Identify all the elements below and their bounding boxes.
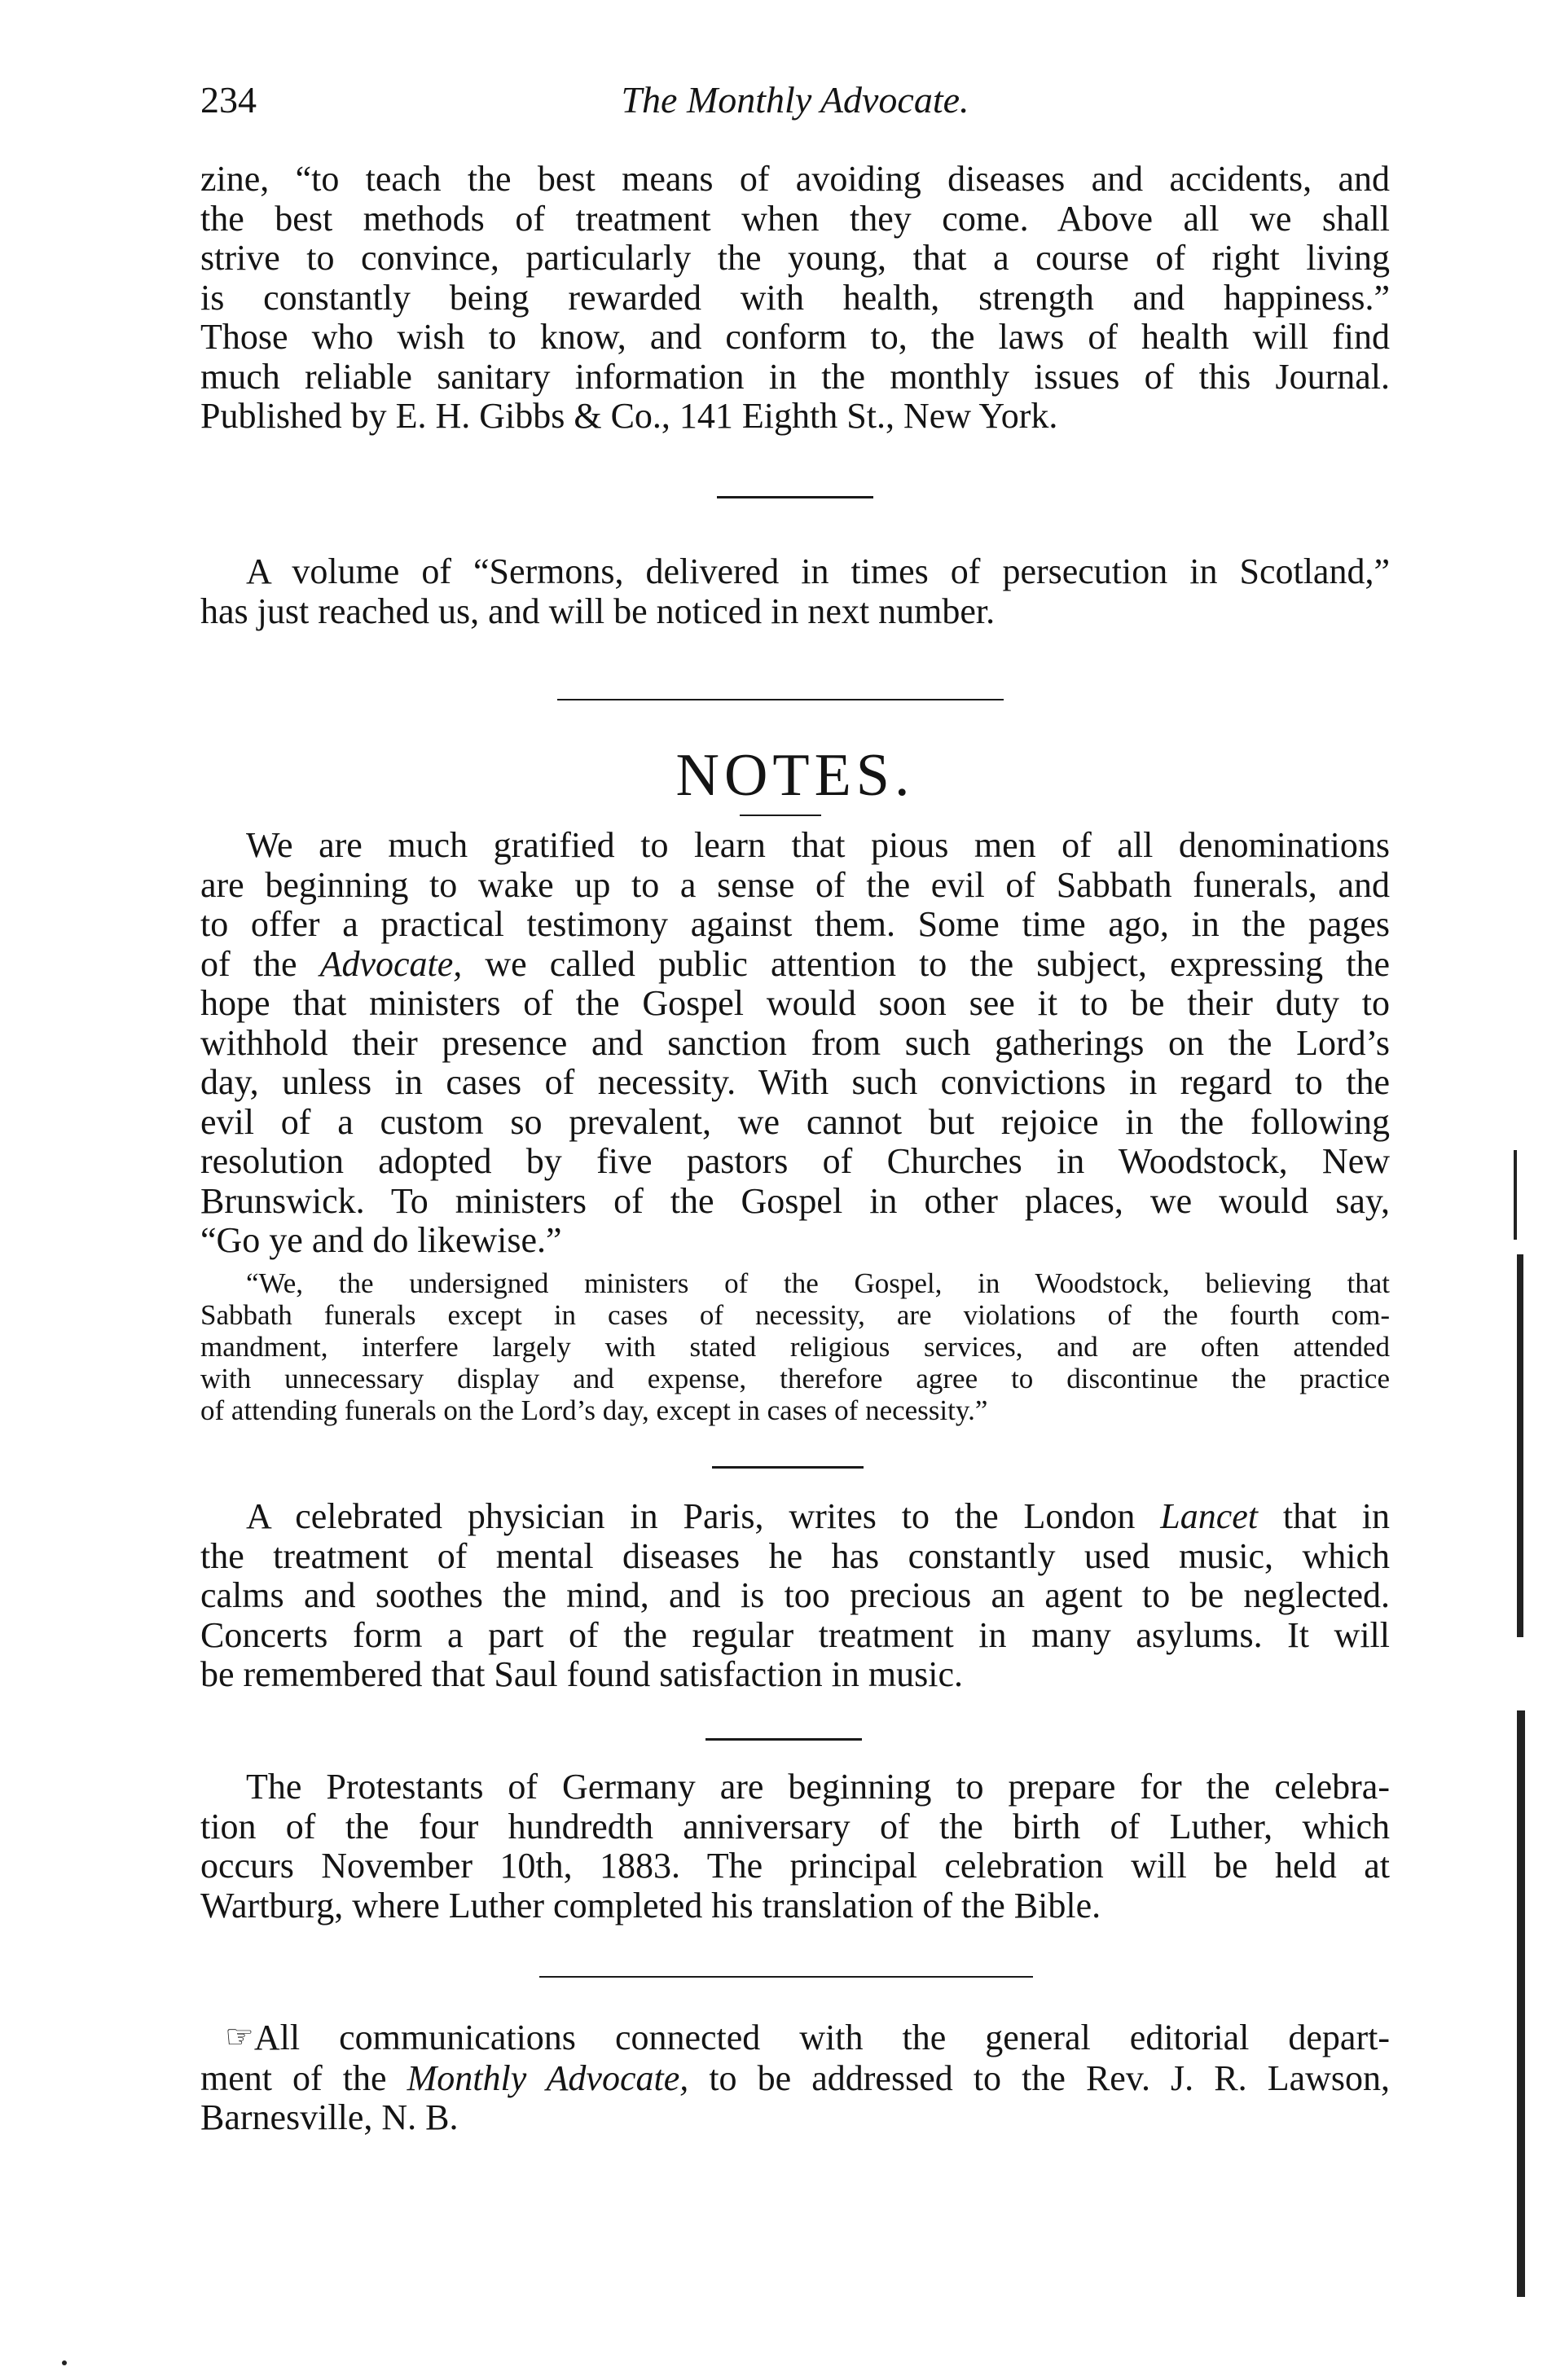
heading-underline: [740, 815, 821, 816]
section-divider: [539, 1976, 1033, 1978]
text-line: Brunswick. To ministers of the Gospel in other places, we would say,: [200, 1180, 1390, 1221]
lancet-title: Lancet: [1160, 1496, 1259, 1536]
text-line: ment of the Monthly Advocate, to be addressed to the Rev. J. R. Lawson,: [200, 2057, 1390, 2098]
scan-artifact: [1517, 1710, 1525, 2297]
paragraph-health-journal: [200, 160, 1390, 437]
monthly-advocate-title: Monthly Advocate,: [407, 2057, 689, 2098]
text-line: zine, “to teach the best means of avoiding diseases and accidents, and: [200, 159, 1390, 199]
text-line: We are much gratified to learn that pious men of all denominations: [246, 825, 1390, 865]
text-line: day, unless in cases of necessity. With such convictions in regard to the: [200, 1062, 1390, 1102]
text-line: the best methods of treatment when they come. Above all we shall: [200, 198, 1390, 239]
scan-artifact: [62, 2360, 67, 2365]
text-line: Concerts form a part of the regular treatment in many asylums. It will: [200, 1614, 1390, 1655]
section-divider: [712, 1466, 864, 1469]
page-number: 234: [200, 79, 257, 121]
text-line: Wartburg, where Luther completed his translation of the Bible.: [200, 1885, 1101, 1926]
text-line: of the Advocate, we called public attention to the subject, expressing the: [200, 943, 1391, 984]
text-line: A volume of “Sermons, delivered in times of persecution in Scotland,”: [246, 551, 1390, 591]
scan-artifact: [1514, 1150, 1517, 1240]
text-line: has just reached us, and will be noticed in next number.: [200, 591, 996, 631]
paragraph-sabbath-funerals: [200, 826, 1390, 1261]
text-line: occurs November 10th, 1883. The principal celebration will be held at: [200, 1846, 1390, 1886]
quote-line: “We, the undersigned ministers of the Gospel, in Woodstock, believing that: [246, 1267, 1390, 1299]
text-line: resolution adopted by five pastors of Churches in Woodstock, New: [200, 1141, 1390, 1181]
notes-heading: NOTES.: [675, 742, 915, 809]
text-line: be remembered that Saul found satisfaction in music.: [200, 1654, 963, 1694]
running-title: The Monthly Advocate.: [621, 79, 969, 121]
paragraph-communications-notice: [200, 2018, 1390, 2138]
pointing-hand-icon: ☞: [225, 2018, 254, 2055]
text-line: much reliable sanitary information in the monthly issues of this Journal.: [200, 356, 1390, 397]
text-line: to offer a practical testimony against them. Some time ago, in the pages: [200, 904, 1390, 944]
text-line: withhold their presence and sanction from such gatherings on the Lord’s: [200, 1022, 1390, 1063]
text-line: “Go ye and do likewise.”: [200, 1220, 562, 1260]
running-head: [200, 78, 1390, 127]
text-line: The Protestants of Germany are beginning to prepare for the celebra-: [246, 1767, 1390, 1807]
quote-line: Sabbath funerals except in cases of necessity, are violations of the fourth com-: [200, 1299, 1390, 1331]
text-line: calms and soothes the mind, and is too precious an agent to be neglected.: [200, 1575, 1390, 1615]
text-line: is constantly being rewarded with health, strength and happiness.”: [200, 277, 1390, 318]
quote-line: of attending funerals on the Lord’s day, except in cases of necessity.”: [200, 1394, 988, 1426]
section-divider: [717, 496, 873, 498]
advocate-title: Advocate,: [319, 943, 463, 984]
paragraph-sermons-volume: [200, 552, 1390, 631]
scan-artifact: [1517, 1254, 1523, 1637]
quote-line: with unnecessary display and expense, therefore agree to discontinue the practice: [200, 1363, 1390, 1394]
text-line: A celebrated physician in Paris, writes to the London Lancet that in: [246, 1496, 1390, 1536]
resolution-quote: [200, 1267, 1390, 1426]
text-line: Those who wish to know, and conform to, the laws of health will find: [200, 317, 1390, 357]
paragraph-luther-anniversary: [200, 1767, 1390, 1926]
text-line: ☞All communications connected with the general editorial depart-: [225, 2018, 1390, 2057]
section-divider: [705, 1738, 862, 1741]
quote-line: mandment, interfere largely with stated religious services, and are often attended: [200, 1331, 1390, 1363]
text-line: evil of a custom so prevalent, we cannot but rejoice in the following: [200, 1101, 1390, 1142]
text-line: Barnesville, N. B.: [200, 2097, 459, 2137]
paragraph-music-treatment: [200, 1497, 1390, 1695]
text-line: Published by E. H. Gibbs & Co., 141 Eighth St., New York.: [200, 396, 1058, 436]
text-line: strive to convince, particularly the young, that a course of right living: [200, 238, 1390, 278]
text-line: hope that ministers of the Gospel would soon see it to be their duty to: [200, 983, 1390, 1023]
text-line: the treatment of mental diseases he has constantly used music, which: [200, 1535, 1390, 1576]
section-divider: [557, 699, 1004, 700]
text-line: tion of the four hundredth anniversary of the birth of Luther, which: [200, 1806, 1390, 1846]
text-line: are beginning to wake up to a sense of the evil of Sabbath funerals, and: [200, 864, 1390, 905]
